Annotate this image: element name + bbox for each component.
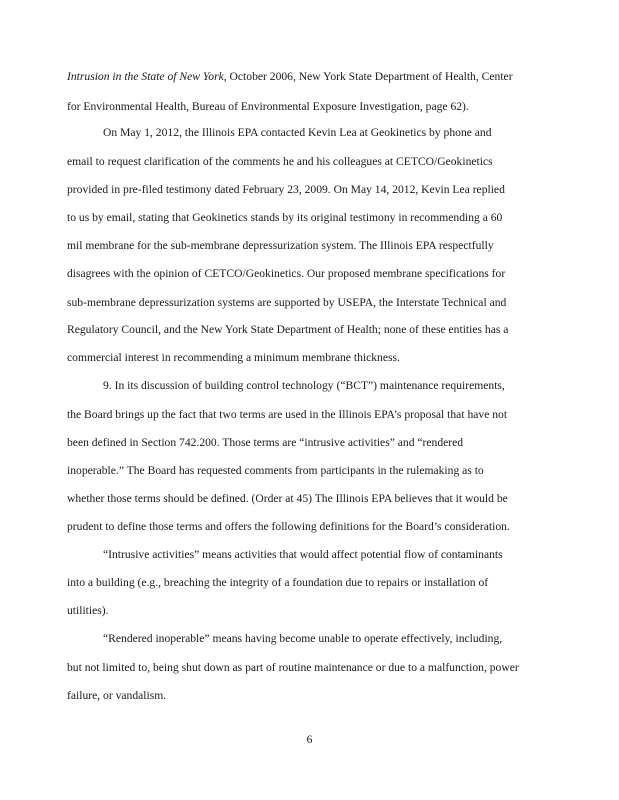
text-line: but not limited to, being shut down as part of routine maintenance or due to a malfunction, power [67, 661, 519, 674]
text-line: mil membrane for the sub-membrane depressurization system. The Illinois EPA respectfully [67, 239, 494, 252]
citation-rest: October 2006, New York State Department of Health, Center [226, 70, 513, 83]
text-line: the Board brings up the fact that two terms are used in the Illinois EPA’s proposal that have not [67, 408, 508, 421]
text-line: provided in pre-filed testimony dated February 23, 2009. On May 14, 2012, Kevin Lea replied [67, 183, 505, 196]
text-line: disagrees with the opinion of CETCO/Geokinetics. Our proposed membrane specifications for [67, 267, 506, 280]
paragraph-first-line: On May 1, 2012, the Illinois EPA contacted Kevin Lea at Geokinetics by phone and [103, 126, 492, 139]
text-line [67, 70, 513, 84]
text-line: for Environmental Health, Bureau of Environmental Exposure Investigation, page 62). [67, 100, 469, 113]
page-number: 6 [306, 733, 313, 746]
paragraph-first-line: 9. In its discussion of building control technology (“BCT”) maintenance requirements, [103, 379, 505, 392]
text-line: failure, or vandalism. [67, 689, 167, 702]
text-line: email to request clarification of the comments he and his colleagues at CETCO/Geokinetics [67, 155, 493, 168]
text-line: commercial interest in recommending a minimum membrane thickness. [67, 351, 400, 364]
paragraph-first-line: “Rendered inoperable” means having become unable to operate effectively, including, [103, 632, 503, 645]
paragraph-first-line: “Intrusive activities” means activities that would affect potential flow of contaminants [103, 548, 503, 561]
text-line: inoperable.” The Board has requested comments from participants in the rulemaking as to [67, 464, 484, 477]
text-line: whether those terms should be defined. (Order at 45) The Illinois EPA believes that it would be [67, 492, 508, 505]
text-line: into a building (e.g., breaching the integrity of a foundation due to repairs or installation of [67, 576, 489, 589]
text-line: prudent to define those terms and offers the following definitions for the Board’s consideration. [67, 520, 510, 533]
text-line: utilities). [67, 604, 109, 617]
text-line: been defined in Section 742.200. Those terms are “intrusive activities” and “rendered [67, 436, 464, 449]
text-line: to us by email, stating that Geokinetics stands by its original testimony in recommending a 60 [67, 211, 503, 224]
text-line: Regulatory Council, and the New York State Department of Health; none of these entities has a [67, 323, 509, 336]
citation-title: Intrusion in the State of New York, [67, 70, 227, 83]
text-line: sub-membrane depressurization systems are supported by USEPA, the Interstate Technical and [67, 296, 507, 309]
